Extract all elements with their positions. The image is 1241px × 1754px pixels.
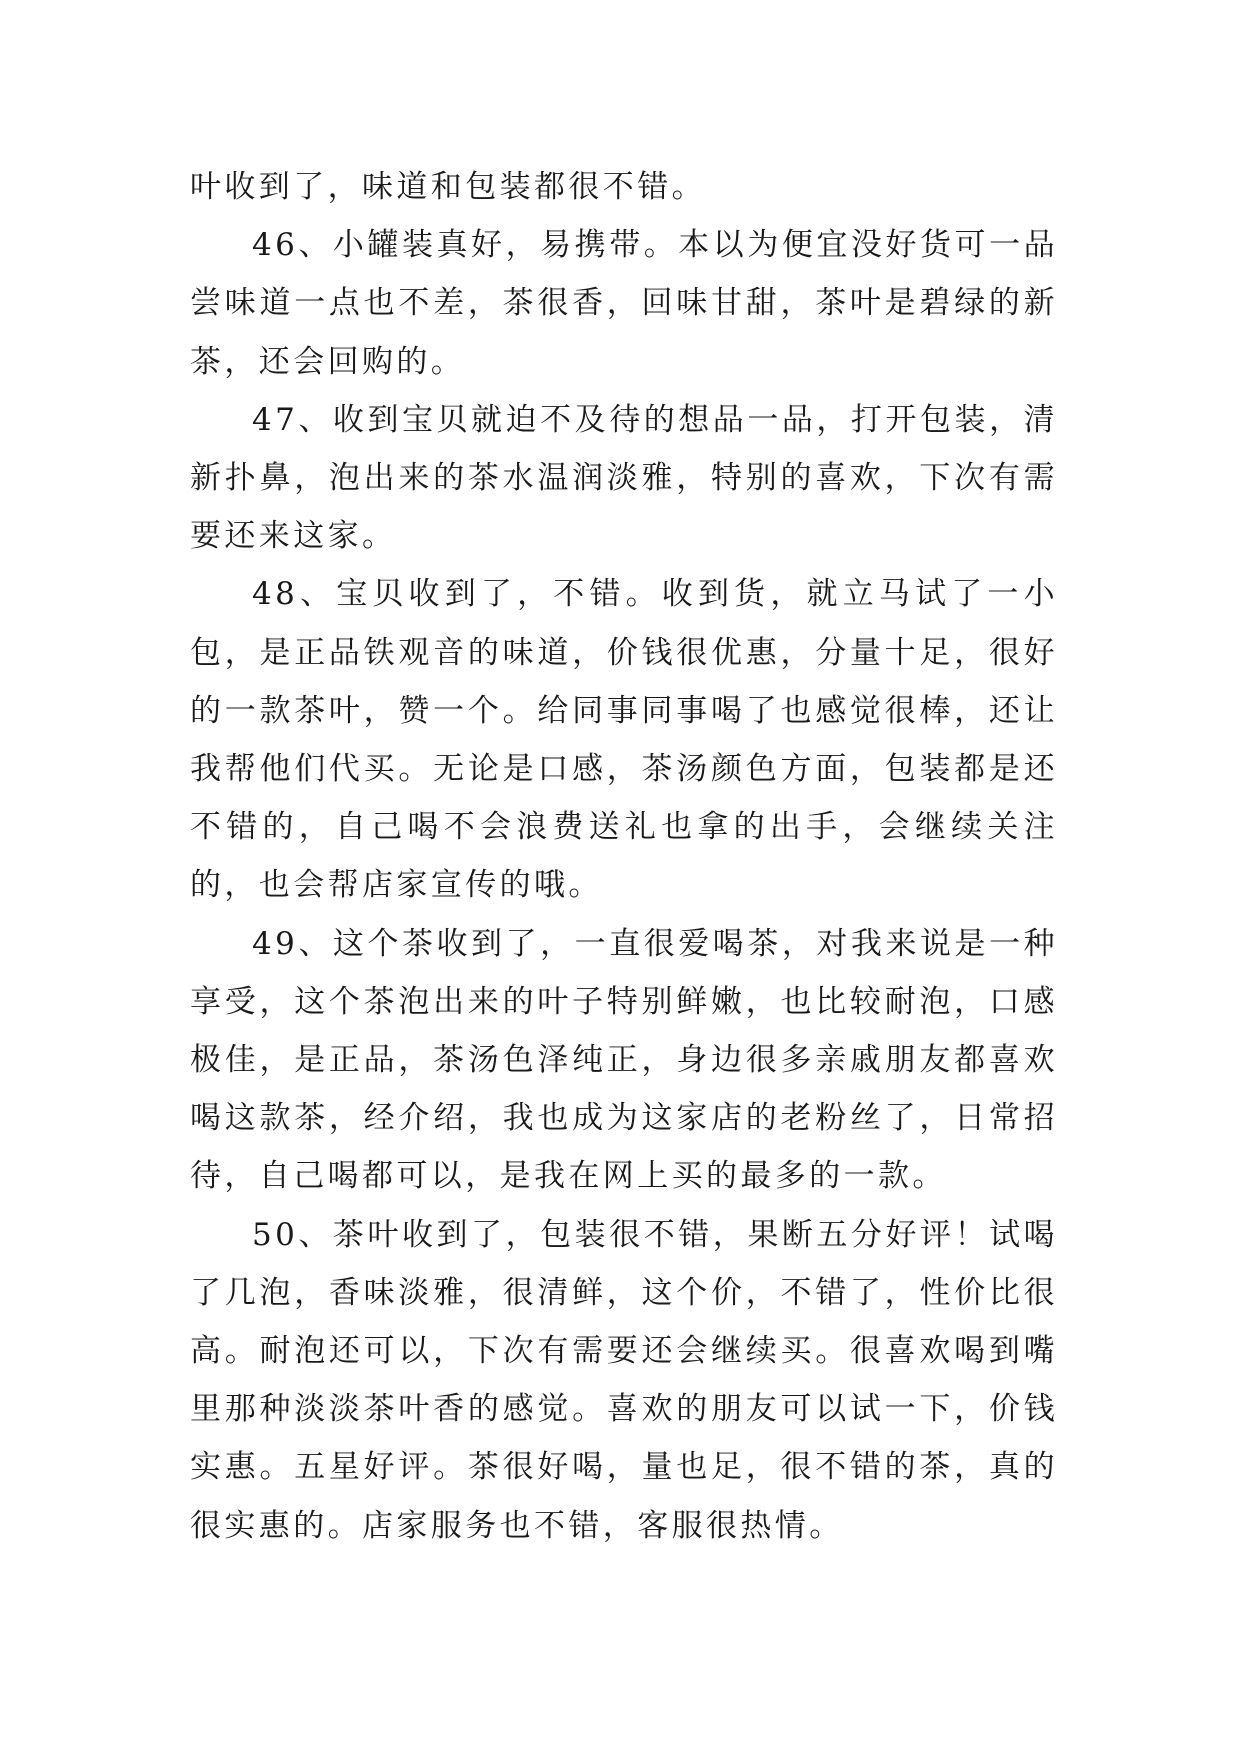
- review-48: 48、宝贝收到了，不错。收到货，就立马试了一小包，是正品铁观音的味道，价钱很优惠，分量十足，很好的一款茶叶，赞一个。给同事同事喝了也感觉很棒，还让我帮他们代买。无论是口感，茶汤颜色方面，包装都是还不错的，自己喝不会浪费送礼也拿的出手，会继续关注的，也会帮店家宣传的哦。: [190, 576, 1058, 904]
- review-46: 46、小罐装真好，易携带。本以为便宜没好货可一品尝味道一点也不差，茶很香，回味甘甜，茶叶是碧绿的新茶，还会回购的。: [190, 227, 1058, 380]
- paragraph-continuation: 叶收到了，味道和包装都很不错。: [190, 169, 706, 205]
- document-body: [190, 158, 1058, 1555]
- review-50: 50、茶叶收到了，包装很不错，果断五分好评！试喝了几泡，香味淡雅，很清鲜，这个价，不错了，性价比很高。耐泡还可以，下次有需要还会继续买。很喜欢喝到嘴里那种淡淡茶叶香的感觉。喜欢的朋友可以试一下，价钱实惠。五星好评。茶很好喝，量也足，很不错的茶，真的很实惠的。店家服务也不错，客服很热情。: [190, 1216, 1058, 1544]
- review-47: 47、收到宝贝就迫不及待的想品一品，打开包装，清新扑鼻，泡出来的茶水温润淡雅，特别的喜欢，下次有需要还来这家。: [190, 401, 1058, 555]
- review-49: 49、这个茶收到了，一直很爱喝茶，对我来说是一种享受，这个茶泡出来的叶子特别鲜嫩，也比较耐泡，口感极佳，是正品，茶汤色泽纯正，身边很多亲戚朋友都喜欢喝这款茶，经介绍，我也成为这家店的老粉丝了，日常招待，自己喝都可以，是我在网上买的最多的一款。: [190, 925, 1058, 1195]
